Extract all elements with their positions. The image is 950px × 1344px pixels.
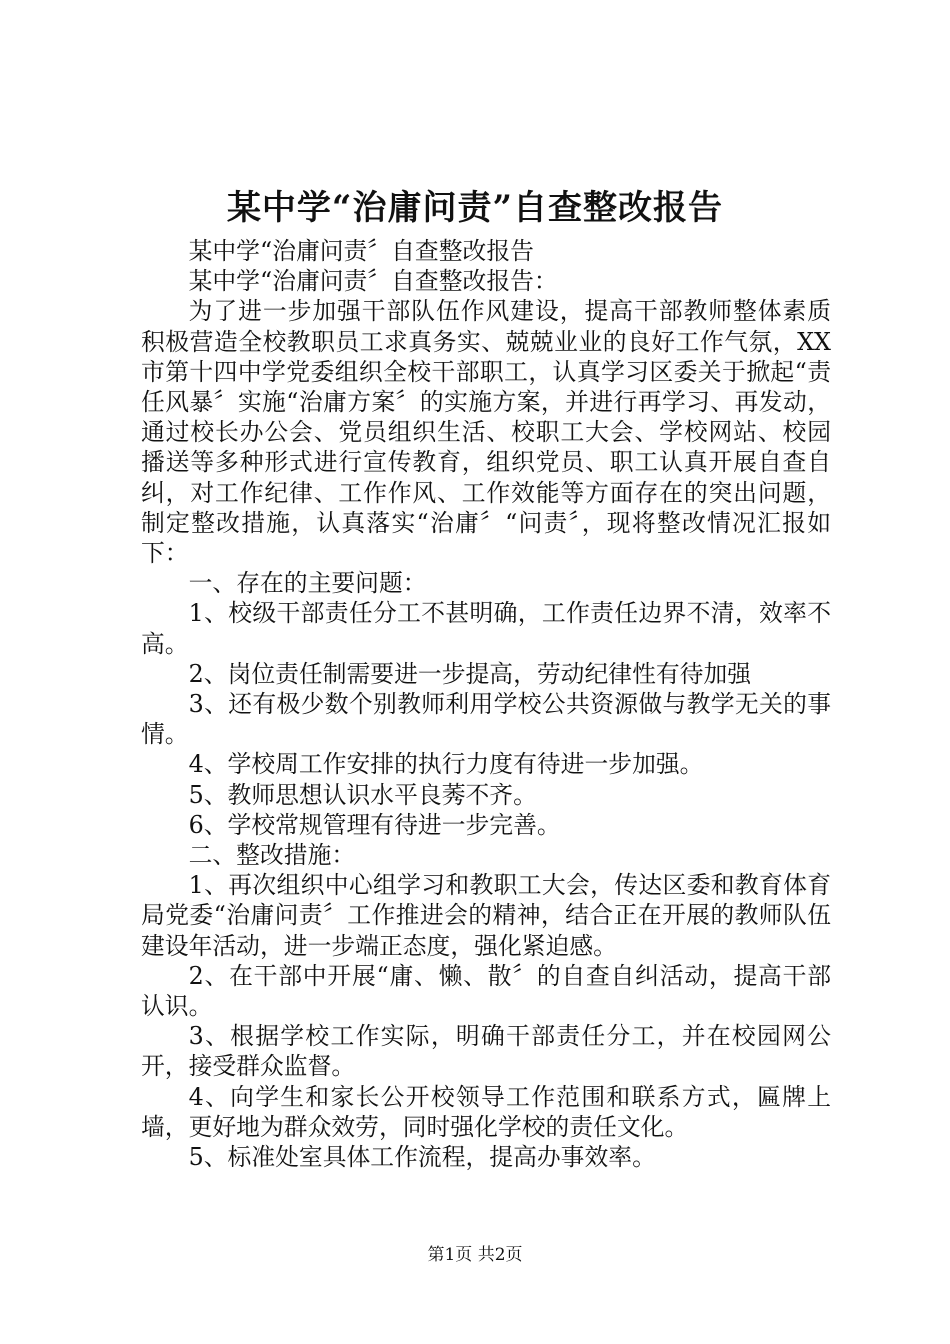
section-heading-problems: 一、存在的主要问题： bbox=[188, 569, 427, 598]
measure-item-4: 4、向学生和家长公开校领导工作范围和联系方式，匾牌上墙，更好地为群众效劳，同时强化学校的责任文化。 bbox=[141, 1082, 831, 1141]
problem-item-4: 4、学校周工作安排的执行力度有待进一步加强。 bbox=[188, 750, 704, 779]
page-number-footer: 第1页 共2页 bbox=[427, 1245, 523, 1265]
problem-item-2: 2、岗位责任制需要进一步提高，劳动纪律性有待加强 bbox=[188, 659, 752, 688]
paragraph-subtitle: 某中学“治庸问责〞自查整改报告 bbox=[188, 237, 534, 265]
problem-item-1: 1、校级干部责任分工不甚明确，工作责任边界不清，效率不高。 bbox=[141, 599, 831, 658]
measure-item-1: 1、再次组织中心组学习和教职工大会，传达区委和教育体育局党委“治庸问责〞工作推进会的精神，结合正在开展的教师队伍建设年活动，进一步端正态度，强化紧迫感。 bbox=[141, 871, 831, 960]
document-body bbox=[141, 236, 831, 1172]
measure-item-3: 3、根据学校工作实际，明确干部责任分工，并在校园网公开，接受群众监督。 bbox=[141, 1022, 831, 1081]
measure-item-5: 5、标准处室具体工作流程，提高办事效率。 bbox=[188, 1143, 656, 1172]
section-heading-measures: 二、整改措施： bbox=[188, 841, 356, 870]
document-title: 某中学“治庸问责”自查整改报告 bbox=[226, 188, 724, 228]
problem-item-5: 5、教师思想认识水平良莠不齐。 bbox=[188, 780, 537, 809]
problem-item-3: 3、还有极少数个别教师利用学校公共资源做与教学无关的事情。 bbox=[141, 690, 831, 749]
paragraph-report-heading: 某中学“治庸问责〞自查整改报告： bbox=[188, 267, 558, 296]
paragraph-introduction: 为了进一步加强干部队伍作风建设，提高干部教师整体素质积极营造全校教职员工求真务实、兢兢业业的良好工作气氛，XX市第十四中学党委组织全校干部职工，认真学习区委关于掀起“责任风暴〞实施“治庸方案〞的实施方案，并进行再学习、再发动，通过校长办公会、党员组织生活、校职工大会、学校网站、校园播送等多种形式进行宣传教育，组织党员、职工认真开展自查自纠，对工作纪律、工作作风、工作效能等方面存在的突出问题，制定整改措施，认真落实“治庸〞“问责〞，现将整改情况汇报如下： bbox=[141, 297, 831, 568]
measure-item-2: 2、在干部中开展“庸、懒、散〞的自查自纠活动，提高干部认识。 bbox=[141, 961, 831, 1021]
problem-item-6: 6、学校常规管理有待进一步完善。 bbox=[188, 810, 561, 839]
